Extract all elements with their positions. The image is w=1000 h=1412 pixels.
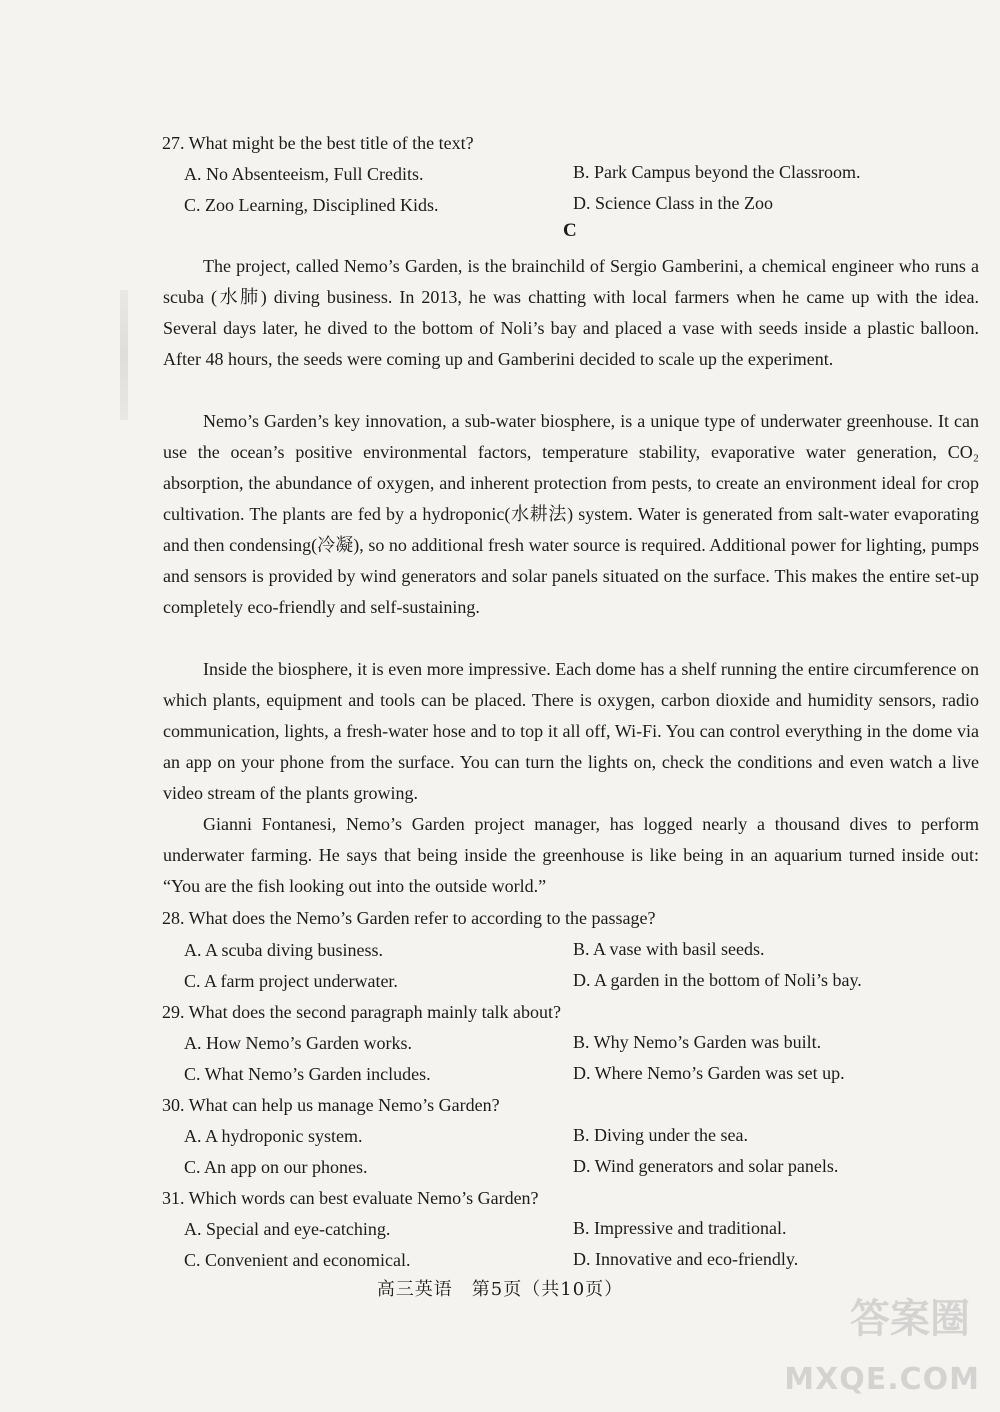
question-27: 27. What might be the best title of the text?	[162, 133, 474, 153]
q28-option-c: C. A farm project underwater.	[184, 971, 398, 991]
q27-option-d: D. Science Class in the Zoo	[573, 193, 773, 213]
q29-option-c: C. What Nemo’s Garden includes.	[184, 1064, 431, 1084]
q31-option-d: D. Innovative and eco-friendly.	[573, 1249, 799, 1269]
page-footer: 高三英语 第5页（共10页）	[376, 1279, 624, 1300]
q29-option-a: A. How Nemo’s Garden works.	[184, 1033, 412, 1053]
q30-option-b: B. Diving under the sea.	[573, 1125, 748, 1145]
passage-paragraph-2: Nemo’s Garden’s key innovation, a sub-water biosphere, is a unique type of underwater greenhouse. It can use the ocean’s positive environmental factors, temperature stability, evaporative water generation, CO₂ absorption, the abundance of oxygen, and inherent protection from pests, to create an environment ideal for crop cultivation. The plants are fed by a hydroponic(水耕法) system. Water is generated from salt-water evaporating and then condensing(冷凝), so no additional fresh water source is required. Additional power for lighting, pumps and sensors is provided by wind generators and solar panels situated on the surface. This makes the entire set-up completely eco-friendly and self-sustaining.	[163, 411, 979, 617]
question-30: 30. What can help us manage Nemo’s Garden?	[162, 1095, 500, 1115]
question-28: 28. What does the Nemo’s Garden refer to according to the passage?	[162, 908, 656, 928]
section-heading: C	[563, 220, 577, 241]
q31-option-c: C. Convenient and economical.	[184, 1250, 411, 1270]
q29-option-b: B. Why Nemo’s Garden was built.	[573, 1032, 822, 1052]
passage-paragraph-4: Gianni Fontanesi, Nemo’s Garden project manager, has logged nearly a thousand dives to perform underwater farming. He says that being inside the greenhouse is like being in an aquarium turned inside out: “You are the fish looking out into the outside world.”	[163, 814, 979, 896]
q31-option-b: B. Impressive and traditional.	[573, 1218, 787, 1238]
passage-paragraph-1: The project, called Nemo’s Garden, is the brainchild of Sergio Gamberini, a chemical engineer who runs a scuba (水肺) diving business. In 2013, he was chatting with local farmers when he came up with the idea. Several days later, he dived to the bottom of Noli’s bay and placed a vase with seeds inside a plastic balloon. After 48 hours, the seeds were coming up and Gamberini decided to scale up the experiment.	[163, 256, 979, 369]
q28-option-a: A. A scuba diving business.	[184, 940, 384, 960]
q30-option-c: C. An app on our phones.	[184, 1157, 368, 1177]
q28-option-b: B. A vase with basil seeds.	[573, 939, 765, 959]
q28-option-d: D. A garden in the bottom of Noli’s bay.	[573, 970, 862, 990]
q29-option-d: D. Where Nemo’s Garden was set up.	[573, 1063, 845, 1083]
watermark-url: MXQE.COM	[784, 1362, 980, 1397]
question-31: 31. Which words can best evaluate Nemo’s Garden?	[162, 1188, 539, 1208]
question-29: 29. What does the second paragraph mainly talk about?	[162, 1002, 562, 1022]
q27-option-a: A. No Absenteeism, Full Credits.	[184, 164, 424, 184]
q30-option-d: D. Wind generators and solar panels.	[573, 1156, 839, 1176]
q31-option-a: A. Special and eye-catching.	[184, 1219, 391, 1239]
q27-option-c: C. Zoo Learning, Disciplined Kids.	[184, 195, 439, 215]
passage-paragraph-3: Inside the biosphere, it is even more impressive. Each dome has a shelf running the entire circumference on which plants, equipment and tools can be placed. There is oxygen, carbon dioxide and humidity sensors, radio communication, lights, a fresh-water hose and to top it all off, Wi-Fi. You can control everything in the dome via an app on your phone from the surface. You can turn the lights on, check the conditions and even watch a live video stream of the plants growing.	[163, 659, 979, 803]
q27-option-b: B. Park Campus beyond the Classroom.	[573, 162, 861, 182]
watermark-logo	[784, 1287, 980, 1397]
q30-option-a: A. A hydroponic system.	[184, 1126, 363, 1146]
scan-artifact	[120, 290, 128, 420]
watermark-logo-text: 答案圈	[850, 1296, 970, 1342]
